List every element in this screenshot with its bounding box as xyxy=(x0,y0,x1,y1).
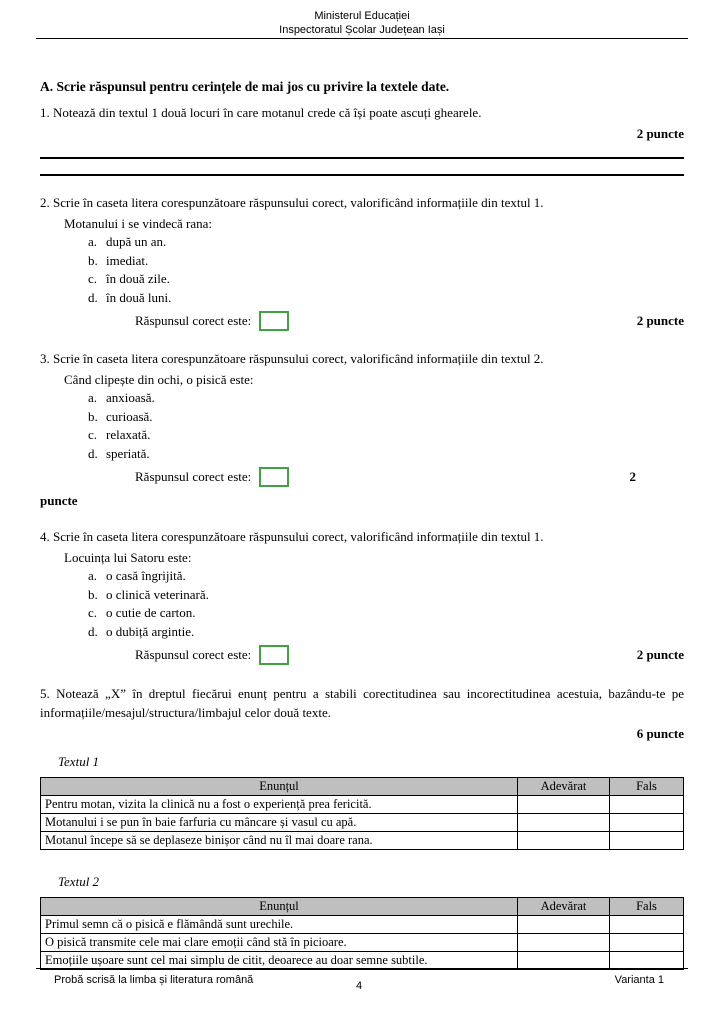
option-text: imediat. xyxy=(106,252,149,268)
answer-label: Răspunsul corect este: xyxy=(135,469,252,484)
question-3-option-c xyxy=(88,426,684,445)
option-text: relaxată. xyxy=(106,427,151,442)
header-ministry: Ministerul Educației xyxy=(314,10,410,22)
document-header xyxy=(0,0,724,39)
footer-variant: Varianta 1 xyxy=(614,974,664,986)
table-header-row xyxy=(41,898,684,916)
question-3-points-number: 2 xyxy=(629,469,636,484)
statement-cell: Motanul începe să se deplaseze binișor când nu îl mai doare rana. xyxy=(41,832,518,850)
adevarat-answer-cell[interactable] xyxy=(518,796,610,814)
question-4-text: 4. Scrie în caseta litera corespunzătoare răspunsului corect, valorificând informațiile din textul 1. xyxy=(40,529,544,544)
option-letter: c. xyxy=(88,605,98,620)
question-4-points: 2 puncte xyxy=(636,647,684,662)
table-row xyxy=(41,952,684,970)
question-3-option-a xyxy=(88,389,684,408)
fals-answer-cell[interactable] xyxy=(610,916,684,934)
question-3-answer-row xyxy=(135,466,684,488)
col-header-statement: Enunțul xyxy=(41,778,518,796)
question-3-points-word: puncte xyxy=(40,493,78,508)
question-2-option-c xyxy=(88,270,684,289)
fals-answer-cell[interactable] xyxy=(610,814,684,832)
col-header-fals: Fals xyxy=(610,898,684,916)
question-4-option-d xyxy=(88,623,684,642)
statement-cell: Primul semn că o pisică e flămândă sunt urechile. xyxy=(41,916,518,934)
option-letter: d. xyxy=(88,623,98,639)
text2-label: Textul 2 xyxy=(58,874,100,889)
option-text: după un an. xyxy=(106,234,167,249)
fals-answer-cell[interactable] xyxy=(610,796,684,814)
question-1-points: 2 puncte xyxy=(636,126,684,141)
adevarat-answer-cell[interactable] xyxy=(518,916,610,934)
option-letter: b. xyxy=(88,252,98,268)
question-1-answer-line-1 xyxy=(40,142,684,159)
adevarat-answer-cell[interactable] xyxy=(518,952,610,970)
statement-cell: Emoțiile ușoare sunt cel mai simplu de citit, deoarece au doar semne subtile. xyxy=(41,952,518,970)
option-text: anxioasă. xyxy=(106,390,155,405)
question-4-answer-box[interactable] xyxy=(259,645,289,665)
question-2-answer-row xyxy=(135,310,684,332)
question-3-stem: Când clipește din ochi, o pisică este: xyxy=(64,372,254,387)
col-header-fals: Fals xyxy=(610,778,684,796)
option-text: o clinică veterinară. xyxy=(106,586,209,602)
table-row xyxy=(41,832,684,850)
statement-cell: Pentru motan, vizita la clinică nu a fost o experiență prea fericită. xyxy=(41,796,518,814)
question-4-stem: Locuința lui Satoru este: xyxy=(64,550,192,565)
exam-content xyxy=(0,79,724,970)
question-2-option-a xyxy=(88,233,684,252)
text1-label: Textul 1 xyxy=(58,754,100,769)
option-letter: d. xyxy=(88,289,98,305)
question-4 xyxy=(40,528,684,666)
option-letter: b. xyxy=(88,408,98,424)
document-footer xyxy=(36,968,688,1024)
table-row xyxy=(41,796,684,814)
section-a-title: A. Scrie răspunsul pentru cerințele de mai jos cu privire la textele date. xyxy=(40,79,450,94)
question-2 xyxy=(40,194,684,332)
option-text: o casă îngrijită. xyxy=(106,568,186,583)
question-4-option-c xyxy=(88,604,684,623)
adevarat-answer-cell[interactable] xyxy=(518,832,610,850)
statement-cell: Motanului i se pun în baie farfuria cu mâncare și vasul cu apă. xyxy=(41,814,518,832)
question-1-text: 1. Notează din textul 1 două locuri în care motanul crede că își poate ascuți ghearele. xyxy=(40,105,482,120)
table-row xyxy=(41,814,684,832)
question-5 xyxy=(40,684,684,742)
option-letter: c. xyxy=(88,271,98,286)
question-1 xyxy=(40,104,684,176)
answer-label: Răspunsul corect este: xyxy=(135,647,252,662)
answer-label: Răspunsul corect este: xyxy=(135,313,252,328)
table-row xyxy=(41,916,684,934)
col-header-statement: Enunțul xyxy=(41,898,518,916)
question-2-text: 2. Scrie în caseta litera corespunzătoare răspunsului corect, valorificând informațiile din textul 1. xyxy=(40,195,544,210)
fals-answer-cell[interactable] xyxy=(610,832,684,850)
question-3-option-b xyxy=(88,408,684,427)
question-2-stem: Motanului i se vindecă rana: xyxy=(64,216,213,231)
text1-statements-table xyxy=(40,777,684,850)
text2-statements-table xyxy=(40,897,684,970)
option-letter: a. xyxy=(88,568,98,583)
option-text: o dubiță argintie. xyxy=(106,623,195,639)
question-4-option-b xyxy=(88,586,684,605)
question-4-option-a xyxy=(88,567,684,586)
question-4-answer-row xyxy=(135,644,684,666)
fals-answer-cell[interactable] xyxy=(610,952,684,970)
question-3 xyxy=(40,350,684,510)
option-text: în două luni. xyxy=(106,289,172,305)
adevarat-answer-cell[interactable] xyxy=(518,814,610,832)
footer-exam-name: Probă scrisă la limba și literatura română xyxy=(54,974,254,986)
question-1-answer-line-2 xyxy=(40,159,684,176)
option-text: în două zile. xyxy=(106,271,170,286)
question-5-points: 6 puncte xyxy=(636,726,684,741)
table-header-row xyxy=(41,778,684,796)
question-2-option-d xyxy=(88,289,684,308)
adevarat-answer-cell[interactable] xyxy=(518,934,610,952)
table-row xyxy=(41,934,684,952)
header-divider xyxy=(36,38,688,39)
option-text: curioasă. xyxy=(106,408,153,424)
option-text: speriată. xyxy=(106,445,150,461)
question-3-text: 3. Scrie în caseta litera corespunzătoare răspunsului corect, valorificând informațiile din textul 2. xyxy=(40,351,544,366)
question-2-option-b xyxy=(88,252,684,271)
option-letter: a. xyxy=(88,390,98,405)
option-text: o cutie de carton. xyxy=(106,605,196,620)
question-5-text: 5. Notează „X” în dreptul fiecărui enunț pentru a stabili corectitudinea sau incorectitudinea acestuia, bazându-te pe informațiile/mesajul/structura/limbajul celor două texte. xyxy=(40,686,684,720)
header-inspectorate: Inspectoratul Școlar Județean Iași xyxy=(279,24,445,36)
statement-cell: O pisică transmite cele mai clare emoții când stă în picioare. xyxy=(41,934,518,952)
fals-answer-cell[interactable] xyxy=(610,934,684,952)
question-2-points: 2 puncte xyxy=(636,313,684,328)
col-header-adevarat: Adevărat xyxy=(518,898,610,916)
page-number: 4 xyxy=(355,980,363,992)
question-3-answer-box[interactable] xyxy=(259,467,289,487)
option-letter: c. xyxy=(88,427,98,442)
option-letter: b. xyxy=(88,586,98,602)
col-header-adevarat: Adevărat xyxy=(518,778,610,796)
question-2-answer-box[interactable] xyxy=(259,311,289,331)
option-letter: a. xyxy=(88,234,98,249)
question-3-option-d xyxy=(88,445,684,464)
option-letter: d. xyxy=(88,445,98,461)
